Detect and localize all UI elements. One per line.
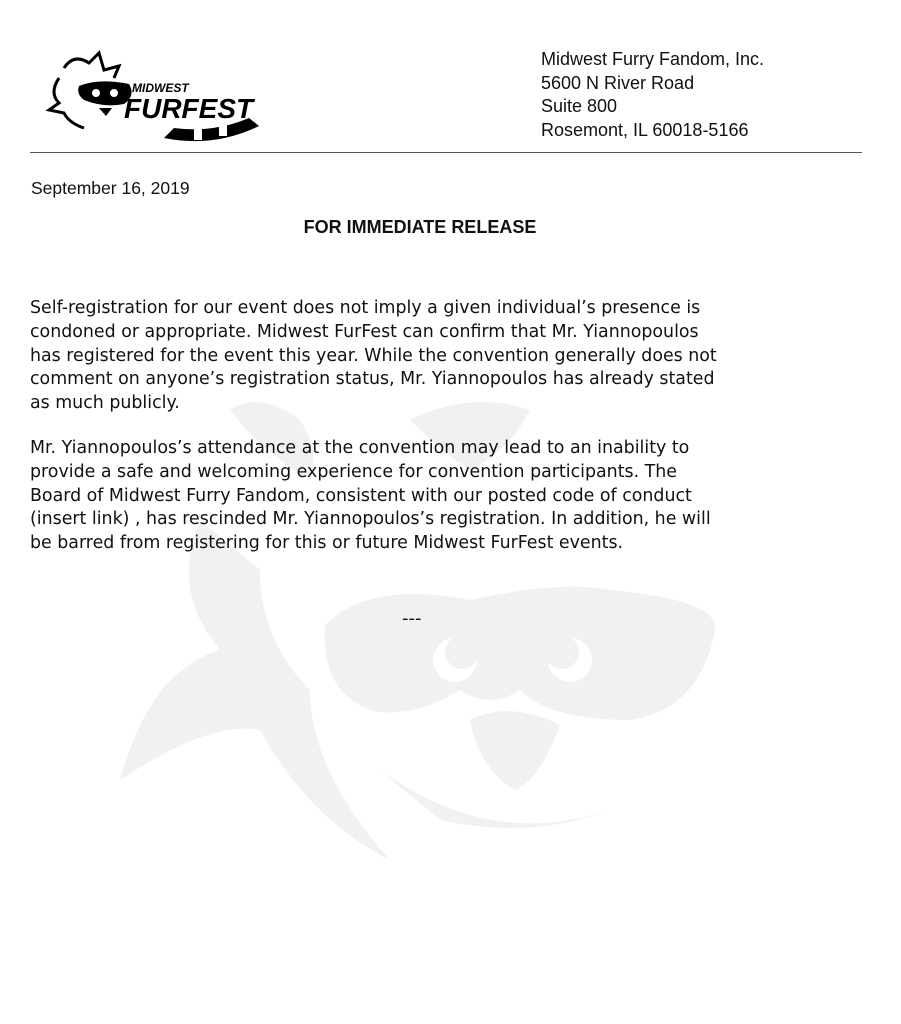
text-line: Mr. Yiannopoulos’s attendance at the convention may lead to an inability to [30, 438, 690, 458]
logo-text-midwest: MIDWEST [132, 81, 189, 95]
text-line: provide a safe and welcoming experience for convention participants. The [30, 461, 677, 482]
text-line: as much publicly. [30, 393, 180, 414]
address-line: Rosemont, IL 60018-5166 [541, 119, 749, 140]
address-line: 5600 N River Road [541, 72, 695, 93]
text-line: (insert link) , has rescinded Mr. Yiannopoulos’s registration. In addition, he will [30, 509, 711, 530]
text-line: has registered for the event this year. While the convention generally does not [30, 345, 717, 366]
text-line: comment on anyone’s registration status, Mr. Yiannopoulos has already stated [30, 369, 715, 390]
sender-address [541, 48, 764, 142]
raccoon-logo-icon [44, 48, 264, 148]
midwest-furfest-logo [44, 48, 264, 148]
address-line: Suite 800 [541, 96, 618, 116]
text-line: be barred from registering for this or future Midwest FurFest events. [30, 533, 624, 554]
paragraph-2 [30, 437, 711, 556]
header-divider [30, 152, 862, 153]
text-line: condoned or appropriate. Midwest FurFest can confirm that Mr. Yiannopoulos [30, 321, 699, 342]
letter-date: September 16, 2019 [31, 178, 190, 198]
paragraph-1 [30, 297, 717, 416]
text-line: Board of Midwest Furry Fandom, consistent with our posted code of conduct [30, 485, 692, 506]
address-line: Midwest Furry Fandom, Inc. [541, 49, 765, 69]
end-separator: --- [402, 608, 422, 629]
release-heading: FOR IMMEDIATE RELEASE [303, 217, 537, 237]
text-line: Self-registration for our event does not imply a given individual’s presence is [30, 298, 701, 318]
logo-text-furfest: FURFEST [124, 93, 254, 124]
